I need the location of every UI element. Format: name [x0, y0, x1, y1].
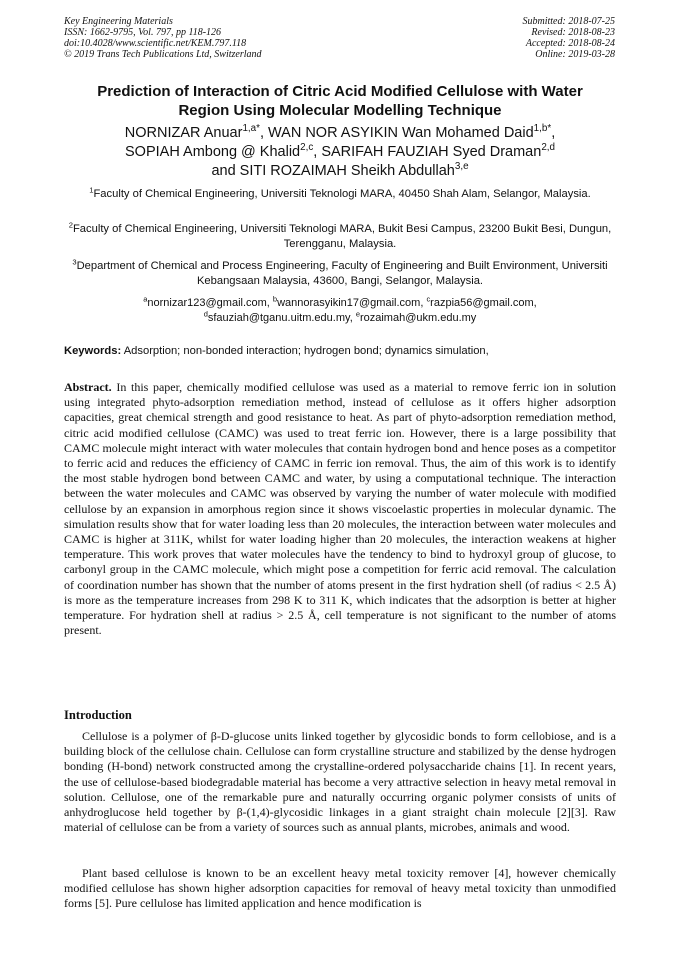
section-heading-introduction: Introduction	[64, 708, 132, 722]
date-revised: Revised: 2018-08-23	[531, 27, 615, 38]
author-affiliation-marker: 2,d	[541, 142, 555, 154]
author-affiliation-marker: 2,c	[300, 142, 314, 154]
keywords-text: Adsorption; non-bonded interaction; hydrogen bond; dynamics simulation,	[121, 345, 489, 357]
abstract	[64, 380, 616, 638]
paper-title	[64, 82, 616, 120]
date-online: Online: 2019-03-28	[535, 49, 615, 60]
date-submitted: Submitted: 2018-07-25	[522, 16, 615, 27]
author-affiliation-marker: 1,a*	[242, 123, 260, 135]
paper-title-line-2: Region Using Molecular Modelling Technique	[178, 102, 502, 119]
keywords-label: Keywords:	[64, 345, 122, 357]
author-affiliation-marker: 3,e	[454, 161, 469, 173]
date-accepted: Accepted: 2018-08-24	[525, 38, 615, 49]
author-line-3	[64, 162, 616, 181]
journal-doi: doi:10.4028/www.scientific.net/KEM.797.118	[64, 38, 247, 49]
affiliation-text: Department of Chemical and Process Engineering, Faculty of Engineering and Built Environment, Universiti Kebangsaan Malaysia, 43600, Bangi, Selangor, Malaysia.	[76, 260, 608, 287]
introduction-paragraph-2: Plant based cellulose is known to be an excellent heavy metal toxicity remover [4], however chemically modified cellulose has shown higher adsorption capacities for removal of heavy metal toxicity than unmodified forms [5]. Pure cellulose has limited application and hence modification is	[64, 866, 616, 911]
email-address[interactable]: wannorasyikin17@gmail.com	[277, 297, 421, 309]
author-separator: ,	[551, 125, 556, 141]
author-name: and SITI ROZAIMAH Sheikh Abdullah	[211, 163, 455, 179]
author-line-2	[64, 143, 616, 162]
journal-name: Key Engineering Materials	[64, 16, 173, 27]
journal-issn: ISSN: 1662-9795, Vol. 797, pp 118-126	[64, 27, 222, 38]
author-separator: ,	[259, 125, 269, 141]
email-marker: c	[426, 294, 431, 304]
author-name: NORNIZAR Anuar	[124, 125, 243, 141]
affiliation-number: 3	[72, 257, 77, 267]
affiliation-text: Faculty of Chemical Engineering, Universiti Teknologi MARA, 40450 Shah Alam, Selangor, Malaysia.	[93, 188, 591, 200]
author-separator: ,	[313, 144, 322, 160]
email-marker: d	[203, 308, 208, 318]
affiliation-number: 2	[68, 220, 73, 230]
abstract-text: In this paper, chemically modified cellulose was used as a material to remove ferric ion in solution using integrated phyto-adsorption remediation method, instead of cellulose as it offers higher adsorption capacities, great chemical strength and good resistance to heat. As part of phyto-adsorption remediation method, citric acid modified cellulose (CAMC) was used to treat ferric ion. However, there is a large possibility that CAMC molecule might interact with water molecules that contain hydrogen bond and hence poses as a competitor to ferric acid and reduces the efficiency of CAMC in ferric ion removal. Thus, the aim of this work is to identify the most stable hydrogen bond between CAMC and water, by using a computational technique. The interaction between the water molecules and CAMC was observed by varying the number of water molecule with modified cellulose by an expansion in amorphous region since it shows viscoelastic properties in molecular dynamic. The simulation results show that for water loading less than 20 molecules, the interaction between water molecules and CAMC is higher at 311K, whilst for water loading higher than 20 molecules, the interaction weakens at higher temperature. This work proves that water molecules have the tendency to bind to hydroxyl group of glucose, to carbonyl group in the CAMC molecule, which might pose a competition for ferric acid removal. The calculation of coordination number has shown that the number of atoms present in the first hydration shell (of radius < 2.5 Å) is more as the temperature increases from 298 K to 311 K, which indicates that the adsorption is better at higher temperature. For hydration shell at radius > 2.5 Å, cell temperature is not significant to the number of atoms present.	[64, 380, 616, 638]
email-address[interactable]: sfauziah@tganu.uitm.edu.my	[207, 311, 350, 324]
publication-dates	[523, 16, 616, 60]
author-emails	[64, 296, 616, 325]
email-address[interactable]: rozaimah@ukm.edu.my	[359, 311, 477, 324]
abstract-label: Abstract.	[64, 380, 112, 394]
email-marker: b	[272, 294, 278, 304]
author-affiliation-marker: 1,b*	[533, 123, 552, 135]
affiliation-1	[64, 187, 616, 202]
journal-copyright: © 2019 Trans Tech Publications Ltd, Switzerland	[64, 49, 262, 60]
affiliation-number: 1	[89, 185, 94, 195]
affiliation-text: Faculty of Chemical Engineering, Universiti Teknologi MARA, Bukit Besi Campus, 23200 Bukit Besi, Dungun, Terengganu, Malaysia.	[72, 223, 612, 250]
introduction-paragraph-1: Cellulose is a polymer of β-D-glucose units linked together by glycosidic bonds to form cellobiose, and is a building block of the cellulose chain. Cellulose can form crystalline structure and stabilized by the dense hydrogen bonding (H-bond) network constructed among the crystalline-ordered polysaccharide chains [1]. In recent years, the use of cellulose-based biodegradable material has become a very attractive selection in heavy metal removal in solution. Cellulose, one of the remarkable pure and naturally occurring organic polymer consists of units of anhydroglucose held together by β-(1,4)-glycosidic linkages in a giant straight chain molecule [2][3]. Raw material of cellulose can be from a variety of sources such as annual plants, microbes, animals and wood.	[64, 729, 616, 835]
email-address[interactable]: nornizar123@gmail.com	[147, 297, 267, 309]
email-marker: a	[143, 294, 148, 304]
author-list	[64, 124, 616, 181]
email-marker: e	[355, 308, 360, 318]
affiliation-3	[64, 259, 616, 288]
author-line-1	[64, 124, 616, 143]
author-name: SARIFAH FAUZIAH Syed Draman	[321, 144, 542, 160]
journal-info	[64, 16, 262, 60]
paper-title-line-1: Prediction of Interaction of Citric Acid Modified Cellulose with Water	[97, 83, 583, 100]
email-line-1: $^a$nornizar123@gmail.com, $^b$wannorasyikin17@gmail.com, $^c$razpia56@gmail.com,	[143, 294, 537, 309]
email-address[interactable]: razpia56@gmail.com	[430, 297, 534, 309]
keywords	[64, 344, 616, 358]
author-name: WAN NOR ASYIKIN Wan Mohamed Daid	[268, 125, 534, 141]
affiliation-2	[64, 222, 616, 251]
email-line-2: $^d$sfauziah@tganu.uitm.edu.my, $^e$rozaimah@ukm.edu.my	[203, 308, 477, 324]
author-name: SOPIAH Ambong @ Khalid	[125, 144, 301, 160]
